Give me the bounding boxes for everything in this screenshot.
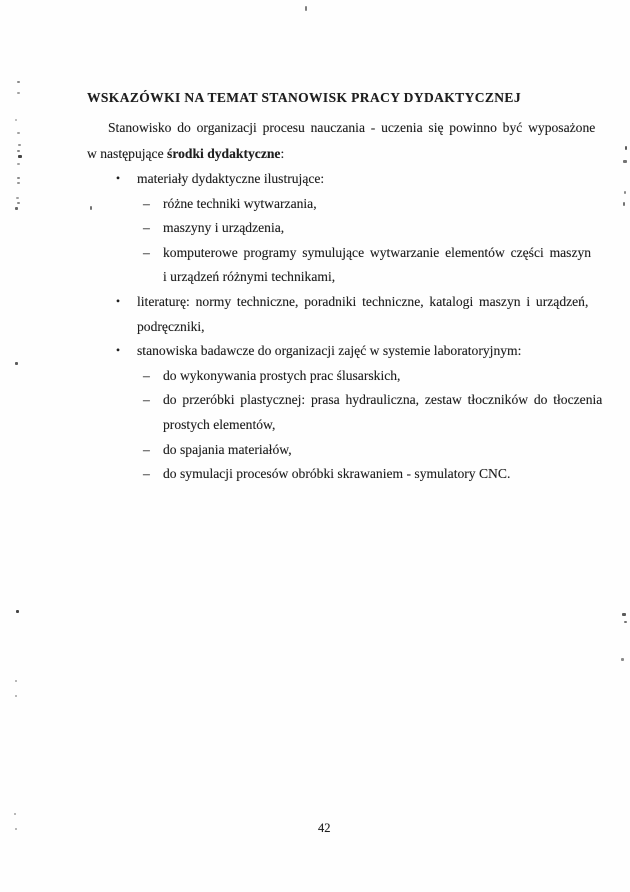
scan-artifact — [15, 362, 18, 365]
list-item-line: komputerowe programy symulujące wytwarzanie elementów części maszyn — [163, 244, 592, 260]
intro-line-2-bold-phrase: środki dydaktyczne — [167, 146, 281, 161]
list-item — [87, 241, 592, 290]
scan-artifact — [623, 160, 627, 163]
list-item-line: do symulacji procesów obróbki skrawaniem - symulatory CNC. — [163, 466, 511, 482]
dash-marker: – — [143, 466, 150, 482]
intro-line-1: Stanowisko do organizacji procesu nauczania - uczenia się powinno być wyposażone — [108, 120, 596, 135]
intro-line-2-suffix: : — [280, 146, 285, 161]
list-item-text — [163, 462, 579, 487]
scan-artifact — [15, 119, 17, 121]
list-item-text — [137, 339, 579, 364]
intro-line-2-prefix: w następujące — [87, 146, 168, 161]
list-item-line: materiały dydaktyczne ilustrujące: — [137, 171, 325, 186]
didactic-resources-list — [87, 167, 603, 487]
scan-artifact — [15, 680, 17, 682]
list-item-line: do spajania materiałów, — [163, 441, 292, 457]
scan-artifact — [15, 828, 17, 830]
list-item-line: literaturę: normy techniczne, poradniki techniczne, katalogi maszyn i urządzeń, — [137, 293, 589, 309]
list-item-text — [163, 438, 579, 463]
scan-artifact — [622, 613, 626, 616]
list-item-text — [137, 167, 579, 192]
scan-artifact — [17, 92, 20, 94]
scan-artifact — [17, 81, 20, 83]
scan-artifact — [18, 144, 21, 146]
list-item-line: podręczniki, — [137, 318, 205, 334]
dash-marker: – — [143, 441, 150, 457]
dash-marker: – — [143, 244, 150, 260]
list-item-line: i urządzeń różnymi technikami, — [163, 269, 336, 285]
scan-artifact — [17, 132, 20, 134]
list-item-text — [163, 192, 579, 217]
list-item — [87, 339, 579, 364]
bullet-marker: • — [116, 345, 121, 358]
list-item — [87, 388, 603, 437]
list-item — [87, 438, 579, 463]
dash-marker: – — [143, 392, 150, 408]
list-item — [87, 364, 579, 389]
list-item — [87, 290, 589, 339]
scan-artifact — [15, 207, 18, 210]
intro-line-2 — [87, 141, 579, 167]
list-item-line: prostych elementów, — [163, 416, 276, 432]
list-item — [87, 167, 579, 192]
scan-artifact — [90, 206, 92, 210]
page-number: 42 — [318, 821, 331, 835]
scan-artifact — [18, 155, 22, 158]
scan-artifact — [623, 202, 625, 206]
scan-artifact — [15, 695, 17, 697]
list-item-text — [163, 241, 592, 290]
scan-artifact — [17, 163, 20, 165]
list-item-text — [163, 364, 579, 389]
scan-artifact — [16, 197, 19, 199]
document-body — [87, 88, 603, 487]
dash-marker: – — [143, 367, 150, 383]
scan-artifact — [17, 202, 20, 204]
scan-artifact — [305, 6, 307, 11]
list-item-line: do przeróbki plastycznej: prasa hydrauliczna, zestaw tłoczników do tłoczenia — [163, 392, 603, 408]
bullet-marker: • — [116, 295, 121, 308]
scan-artifact — [17, 182, 20, 184]
scan-artifact — [624, 621, 627, 623]
list-item-line: różne techniki wytwarzania, — [163, 195, 317, 211]
list-item-text — [163, 216, 579, 241]
list-item-line: stanowiska badawcze do organizacji zajęć w systemie laboratoryjnym: — [137, 343, 522, 359]
scan-artifact — [621, 658, 624, 661]
scan-artifact — [16, 610, 19, 613]
dash-marker: – — [143, 220, 150, 236]
scan-artifact — [14, 813, 16, 815]
list-item-text — [163, 388, 603, 437]
list-item — [87, 216, 579, 241]
list-item-text — [137, 290, 589, 339]
list-item — [87, 192, 579, 217]
scan-artifact — [624, 191, 626, 194]
document-title: WSKAZÓWKI NA TEMAT STANOWISK PRACY DYDAKTYCZNEJ — [87, 90, 521, 105]
scan-artifact — [17, 177, 20, 179]
list-item — [87, 462, 579, 487]
scan-artifact — [625, 146, 627, 150]
scan-artifact — [17, 150, 20, 152]
list-item-line: maszyny i urządzenia, — [163, 220, 285, 236]
intro-paragraph — [87, 115, 596, 167]
dash-marker: – — [143, 195, 150, 211]
list-item-line: do wykonywania prostych prac ślusarskich, — [163, 367, 401, 383]
bullet-marker: • — [116, 173, 121, 185]
